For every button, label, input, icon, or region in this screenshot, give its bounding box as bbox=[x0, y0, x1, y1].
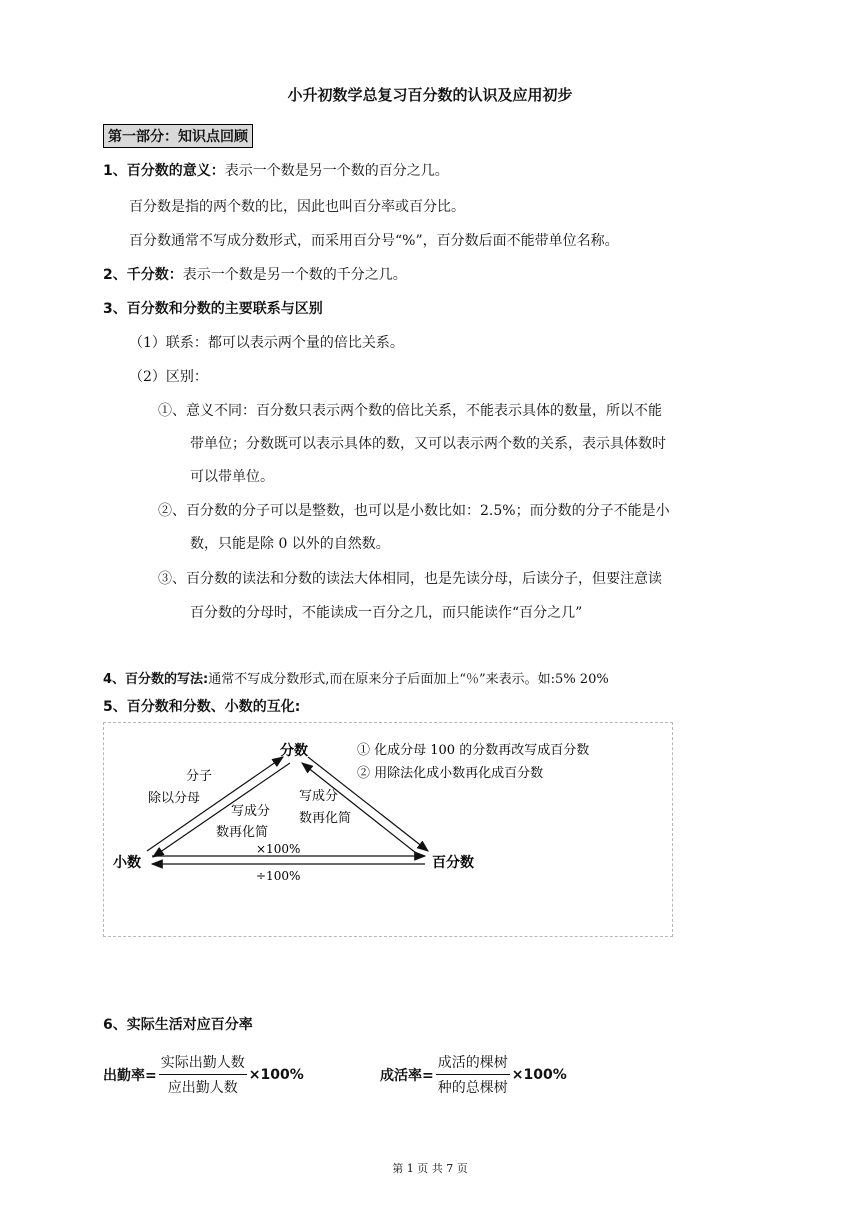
difference-3-line-2: 百分数的分母时，不能读成一百分之几，而只能读作“百分之几” bbox=[190, 605, 583, 621]
node-percent: 百分数 bbox=[432, 855, 474, 871]
node-decimal: 小数 bbox=[113, 855, 141, 871]
attendance-rate-denominator: 应出勤人数 bbox=[167, 1080, 238, 1096]
attendance-rate-fraction bbox=[159, 1052, 247, 1097]
point-1-detail-a: 百分数是指的两个数的比，因此也叫百分率或百分比。 bbox=[129, 199, 465, 215]
point-3-heading: 3、百分数和分数的主要联系与区别 bbox=[103, 301, 323, 317]
point-3-difference: （2）区别： bbox=[129, 369, 208, 385]
section-heading: 第一部分：知识点回顾 bbox=[103, 124, 253, 148]
left-label-1: 分子 bbox=[186, 769, 213, 784]
point-2-heading: 2、千分数： bbox=[103, 267, 183, 283]
attendance-rate-rhs: ×100% bbox=[248, 1066, 304, 1083]
survival-rate-fraction bbox=[436, 1052, 510, 1097]
survival-rate-numerator: 成活的棵树 bbox=[436, 1052, 510, 1075]
diagram-note-1: ① 化成分母 100 的分数再改写成百分数 bbox=[357, 743, 590, 758]
left-label-2: 除以分母 bbox=[148, 791, 201, 806]
difference-1-line-2: 带单位；分数既可以表示具体的数，又可以表示两个数的关系，表示具体数时 bbox=[190, 436, 666, 452]
survival-rate-lhs: 成活率= bbox=[380, 1067, 434, 1084]
attendance-rate-lhs: 出勤率= bbox=[103, 1067, 157, 1084]
point-1-detail-b: 百分数通常不写成分数形式，而采用百分号“%”，百分数后面不能带单位名称。 bbox=[129, 233, 619, 249]
survival-rate-rhs: ×100% bbox=[511, 1066, 567, 1083]
bottom-arrow-label: ÷100% bbox=[256, 869, 301, 883]
point-5-heading: 5、百分数和分数、小数的互化: bbox=[103, 699, 301, 715]
difference-2-line-2: 数，只能是除 0 以外的自然数。 bbox=[190, 536, 390, 552]
survival-rate-denominator: 种的总棵树 bbox=[437, 1080, 508, 1096]
difference-1-line-3: 可以带单位。 bbox=[190, 469, 274, 485]
difference-3-line-1: ③、百分数的读法和分数的读法大体相同，也是先读分母，后读分子，但要注意读 bbox=[158, 571, 662, 587]
difference-2-line-1: ②、百分数的分子可以是整数，也可以是小数比如：2.5%；而分数的分子不能是小 bbox=[158, 503, 670, 519]
point-2-text: 表示一个数是另一个数的千分之几。 bbox=[182, 267, 407, 283]
point-3-connection: （1）联系：都可以表示两个量的倍比关系。 bbox=[129, 335, 404, 351]
attendance-rate-numerator: 实际出勤人数 bbox=[159, 1052, 247, 1075]
mid-label-2: 数再化简 bbox=[216, 825, 269, 840]
point-1-text: 表示一个数是另一个数的百分之几。 bbox=[224, 163, 449, 179]
diagram-note-2: ② 用除法化成小数再化成百分数 bbox=[357, 766, 544, 781]
mid-label-1: 写成分 bbox=[231, 804, 271, 819]
page-title: 小升初数学总复习百分数的认识及应用初步 bbox=[287, 86, 573, 104]
right-label-2: 数再化简 bbox=[299, 811, 352, 826]
page-footer: 第 1 页 共 7 页 bbox=[392, 1162, 468, 1175]
difference-1-line-1: ①、意义不同：百分数只表示两个数的倍比关系，不能表示具体的数量，所以不能 bbox=[158, 403, 662, 419]
top-arrow-label: ×100% bbox=[256, 842, 301, 856]
right-label-1: 写成分 bbox=[299, 789, 339, 804]
node-fraction: 分数 bbox=[280, 743, 308, 759]
point-4-text: 通常不写成分数形式,而在原来分子后面加上“％”来表示。如:5% 20% bbox=[208, 672, 609, 687]
point-6-heading: 6、实际生活对应百分率 bbox=[103, 1017, 253, 1033]
attendance-rate-formula bbox=[103, 1052, 304, 1097]
point-1-heading: 1、百分数的意义： bbox=[103, 163, 225, 179]
point-4-heading: 4、百分数的写法: bbox=[103, 672, 209, 687]
survival-rate-formula bbox=[380, 1052, 567, 1097]
